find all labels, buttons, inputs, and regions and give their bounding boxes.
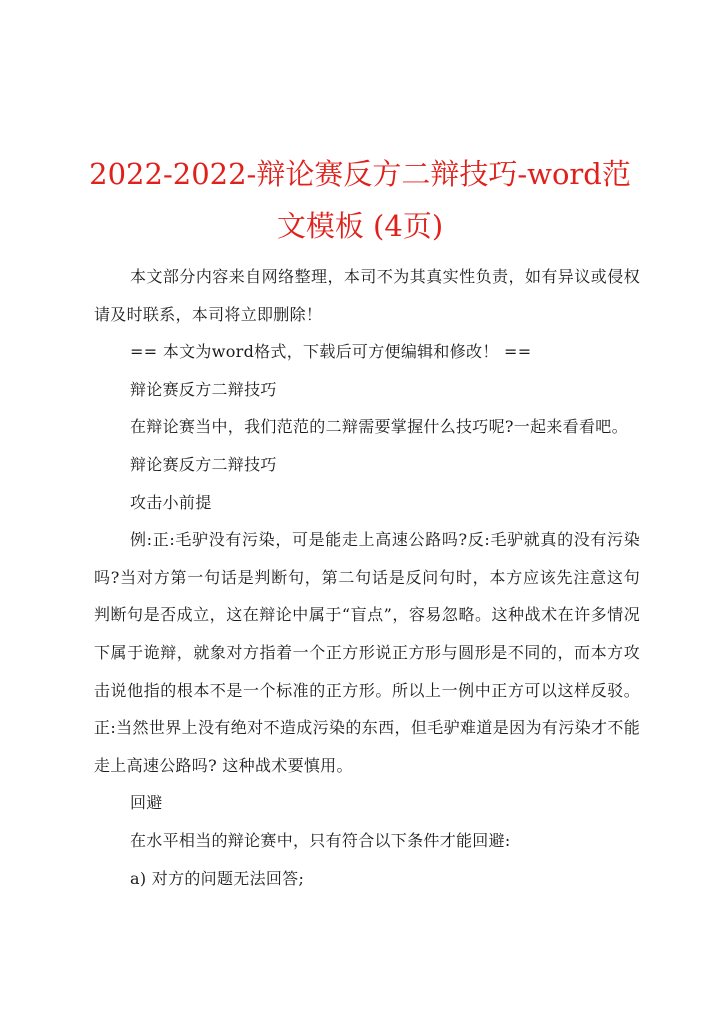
document-title: 2022-2022-辩论赛反方二辩技巧-word范文模板 (4页)	[89, 157, 631, 243]
subsection-heading: 回避	[130, 793, 163, 813]
section-heading: 辩论赛反方二辩技巧	[130, 379, 277, 399]
document-body	[94, 258, 640, 897]
condition-item: a) 对方的问题无法回答;	[130, 868, 305, 888]
intro-paragraph: 在辩论赛当中，我们范范的二辩需要掌握什么技巧呢?一起来看看吧。	[130, 417, 628, 437]
format-note-paragraph: == 本文为word格式，下载后可方便编辑和修改！ ==	[130, 342, 532, 362]
disclaimer-paragraph: 本文部分内容来自网络整理，本司不为其真实性负责，如有异议或侵权请及时联系，本司将立即删除！	[94, 267, 640, 324]
example-paragraph: 例:正:毛驴没有污染，可是能走上高速公路吗?反:毛驴就真的没有污染吗?当对方第一句话是判断句，第二句话是反问句时，本方应该先注意这句判断句是否成立，这在辩论中属于“盲点”，容易忽略。这种战术在许多情况下属于诡辩，就象对方指着一个正方形说正方形与圆形是不同的，而本方攻击说他指的根本不是一个标准的正方形。所以上一例中正方可以这样反驳。正:当然世界上没有绝对不造成污染的东西，但毛驴难道是因为有污染才不能走上高速公路吗? 这种战术要慎用。	[94, 530, 640, 775]
condition-intro-paragraph: 在水平相当的辩论赛中，只有符合以下条件才能回避:	[130, 830, 511, 850]
section-heading: 辩论赛反方二辩技巧	[130, 454, 277, 474]
subsection-heading: 攻击小前提	[130, 492, 212, 512]
